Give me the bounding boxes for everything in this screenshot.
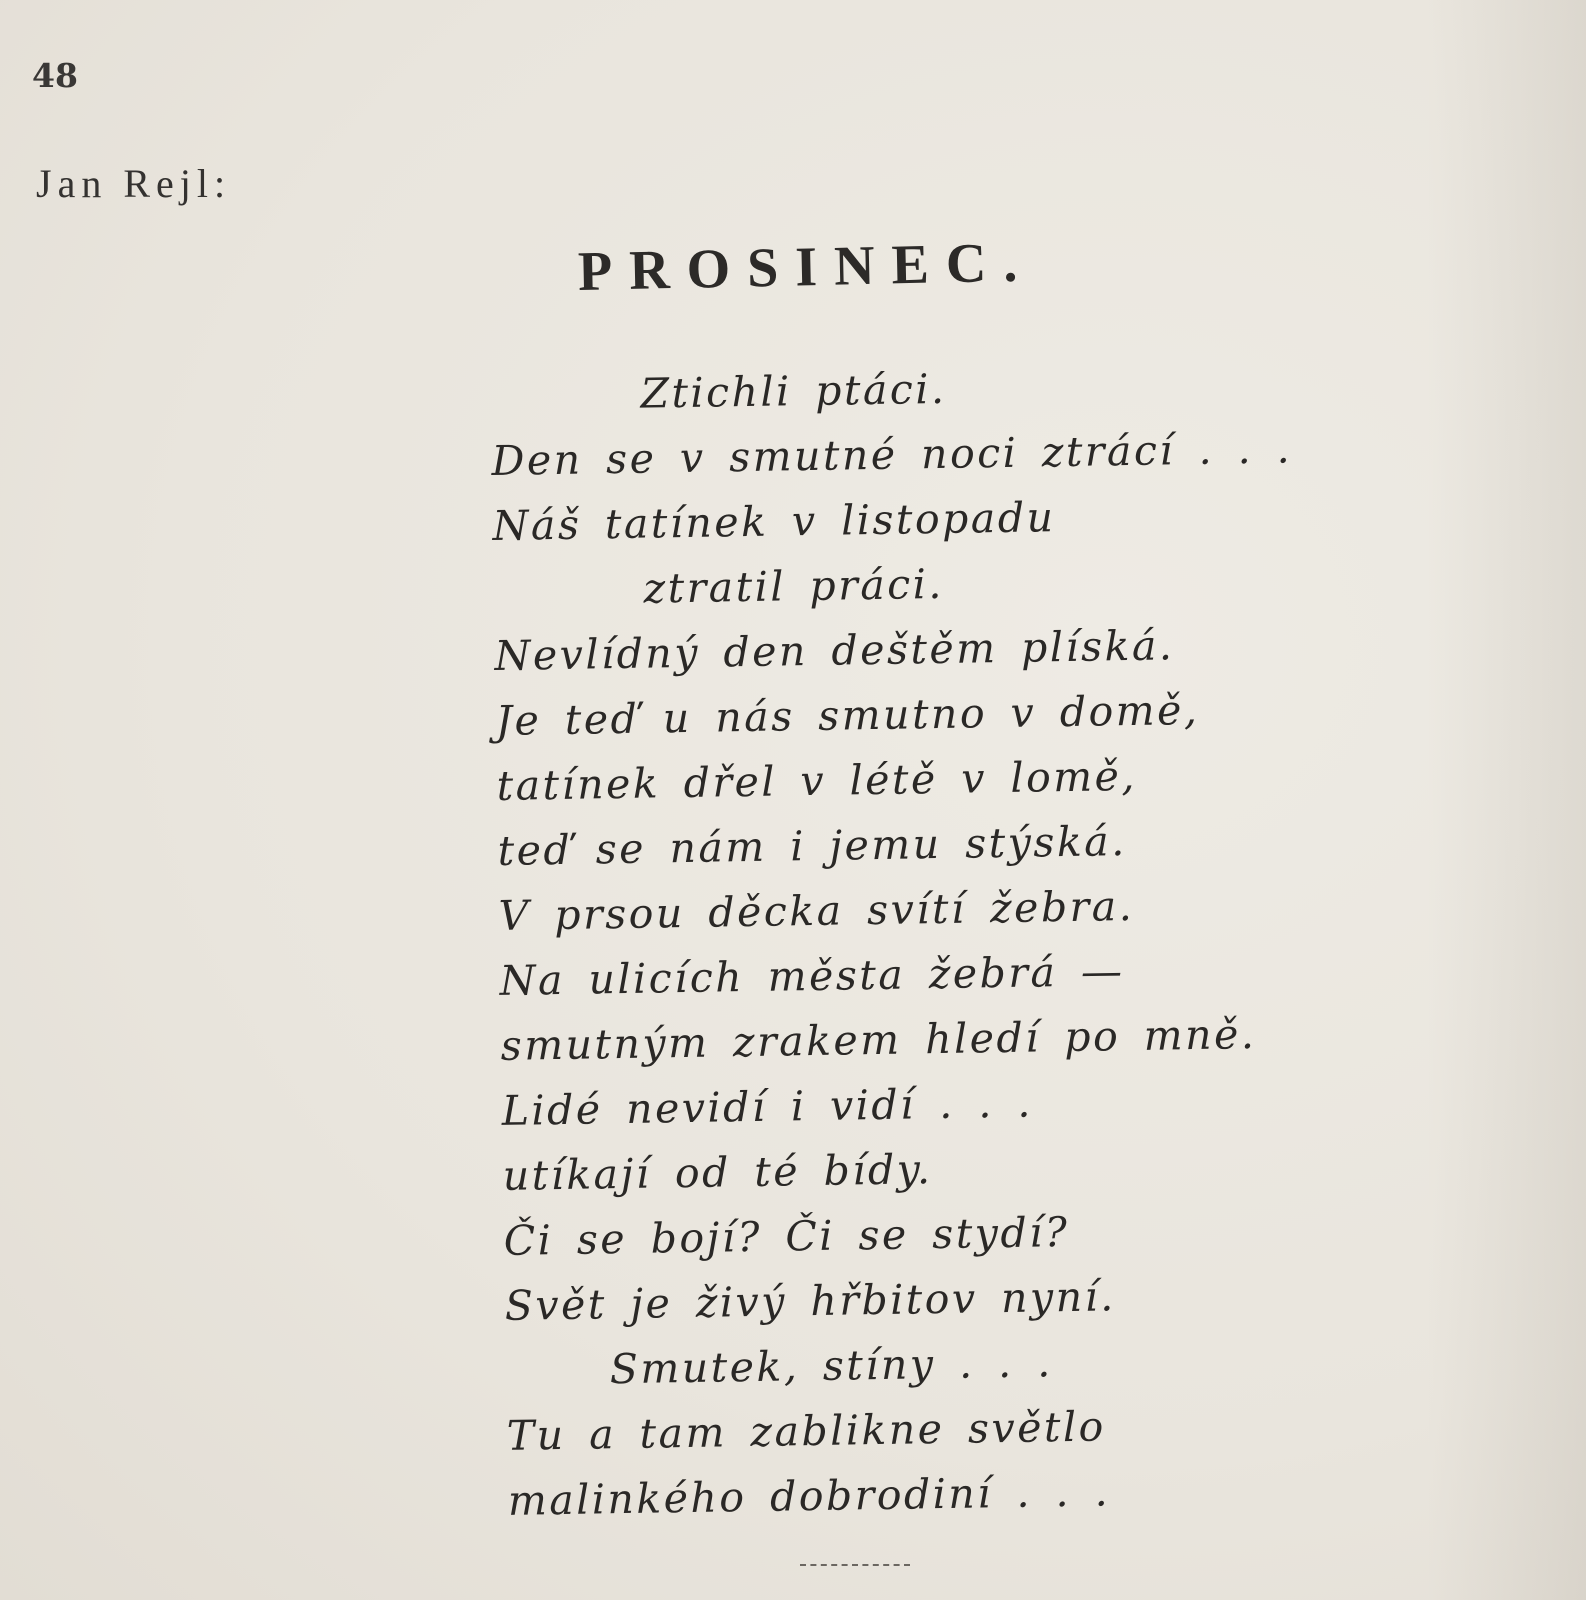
poem-line: Nevlídný den deštěm plíská. — [494, 621, 1175, 680]
poem-line: Ztichli ptáci. — [640, 364, 947, 418]
poem-line: smutným zrakem hledí po mně. — [500, 1010, 1257, 1070]
poem-line: Na ulicích města žebrá — — [499, 947, 1125, 1005]
poem-title: PROSINEC. — [577, 231, 1035, 303]
poem-line: Náš tatínek v listopadu — [492, 493, 1056, 550]
poem-line: Lidé nevidí i vidí . . . — [501, 1078, 1034, 1135]
poem-line: Smutek, stíny . . . — [609, 1338, 1054, 1394]
poem-line: Svět je živý hřbitov nyní. — [504, 1272, 1117, 1330]
poem-line: Tu a tam zablikne světlo — [506, 1402, 1107, 1460]
poem-line: malinkého dobrodiní . . . — [507, 1467, 1111, 1525]
poem-line: utíkají od té bídy. — [502, 1145, 933, 1200]
end-divider — [800, 1564, 910, 1566]
poem-line: Či se bojí? Či se stydí? — [503, 1208, 1070, 1265]
poem-line: tatínek dřel v létě v lomě, — [496, 751, 1138, 810]
poem-line: teď se nám i jemu stýská. — [497, 817, 1128, 875]
author-name: Jan Rejl: — [36, 161, 232, 206]
page-number: 48 — [32, 56, 78, 95]
poem-body — [490, 350, 1408, 1534]
poem-line: Je teď u nás smutno v domě, — [495, 685, 1200, 745]
poem-line: V prsou děcka svítí žebra. — [498, 881, 1135, 940]
poem-line: Den se v smutné noci ztrácí . . . — [491, 424, 1293, 485]
poem-line: ztratil práci. — [643, 559, 945, 613]
